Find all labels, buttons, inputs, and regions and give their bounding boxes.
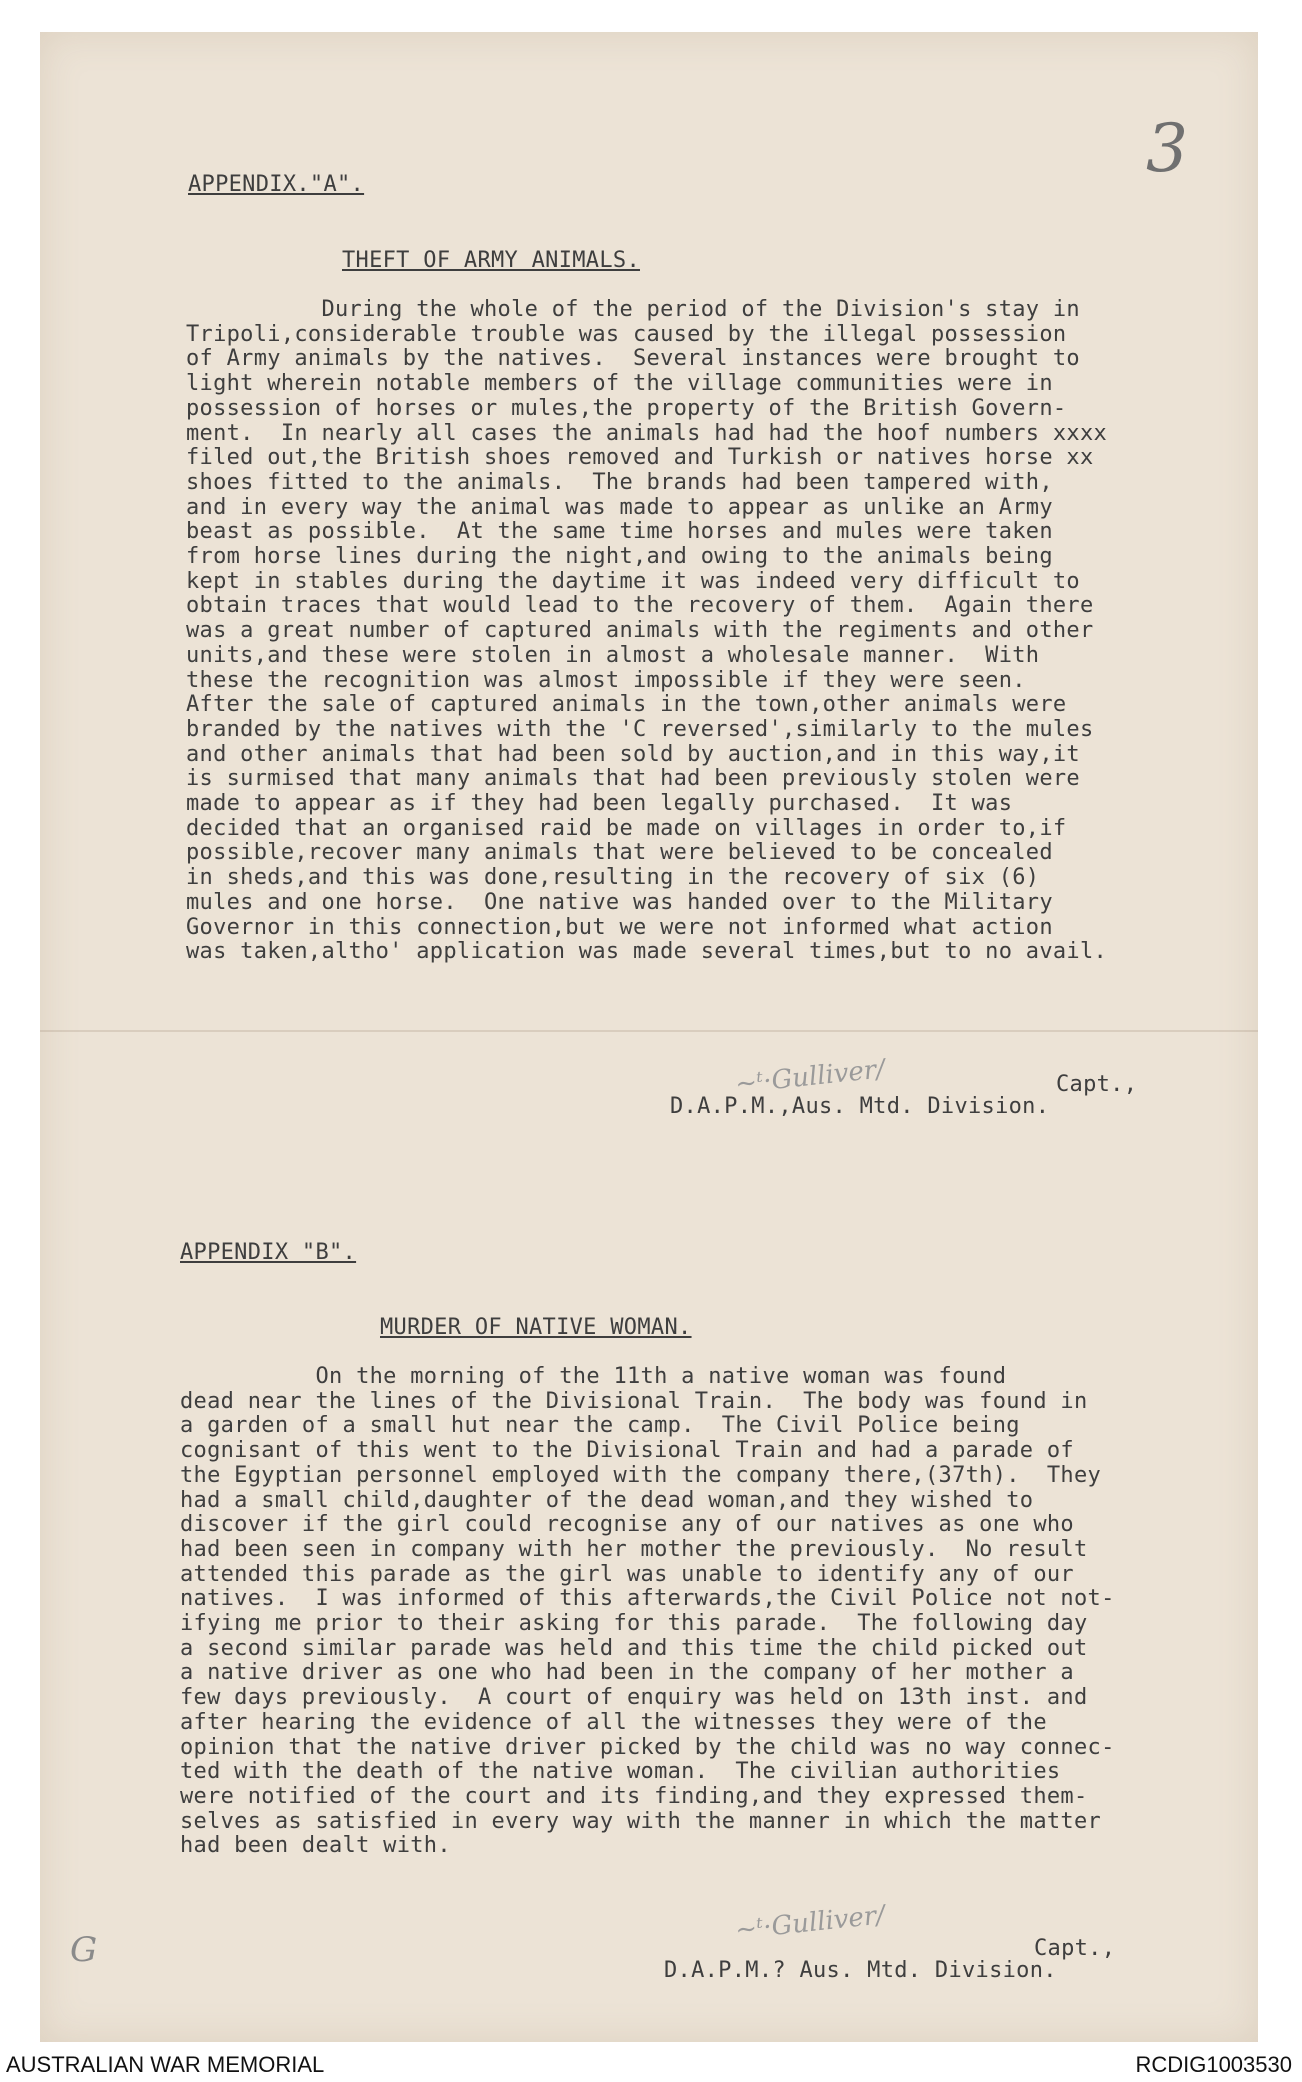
text-line: Tripoli,considerable trouble was caused by the illegal possession xyxy=(186,321,1067,347)
handwritten-page-number: 3 xyxy=(1146,110,1188,187)
signature-a-handwritten: ~ᵗ·Gulliver/ xyxy=(733,1054,887,1100)
text-line: filed out,the British shoes removed and Turkish or natives horse xx xyxy=(186,445,1094,471)
text-line: ment. In nearly all cases the animals had had the hoof numbers xxxx xyxy=(186,420,1108,446)
appendix-b-title: MURDER OF NATIVE WOMAN. xyxy=(380,1315,692,1340)
margin-pencil-mark: G xyxy=(70,1930,98,1970)
text-line: these the recognition was almost impossible if they were seen. xyxy=(186,667,1026,693)
text-line: of Army animals by the natives. Several instances were brought to xyxy=(186,346,1080,372)
appendix-b-body xyxy=(180,1365,1115,1859)
appendix-a-body xyxy=(186,298,1107,965)
text-line: possession of horses or mules,the property of the British Govern- xyxy=(186,395,1067,421)
text-line: the Egyptian personnel employed with the company there,(37th). They xyxy=(180,1462,1102,1488)
text-line: After the sale of captured animals in the town,other animals were xyxy=(186,692,1067,718)
text-line: a garden of a small hut near the camp. The Civil Police being xyxy=(180,1413,1020,1439)
text-line: attended this parade as the girl was unable to identify any of our xyxy=(180,1561,1074,1587)
text-line: natives. I was informed of this afterwards,the Civil Police not not- xyxy=(180,1586,1115,1612)
text-line: On the morning of the 11th a native woman was found xyxy=(180,1364,1007,1389)
appendix-a-signature-unit: D.A.P.M.,Aus. Mtd. Division. xyxy=(670,1094,1050,1119)
footer-record-id: RCDIG1003530 xyxy=(1135,2052,1292,2077)
text-line: was a great number of captured animals with the regiments and other xyxy=(186,618,1094,644)
text-line: shoes fitted to the animals. The brands had been tampered with, xyxy=(186,469,1053,495)
text-line: and other animals that had been sold by auction,and in this way,it xyxy=(186,741,1080,767)
text-line: obtain traces that would lead to the recovery of them. Again there xyxy=(186,593,1094,619)
text-line: and in every way the animal was made to appear as unlike an Army xyxy=(186,494,1053,520)
text-line: dead near the lines of the Divisional Train. The body was found in xyxy=(180,1388,1088,1414)
text-line: a second similar parade was held and this time the child picked out xyxy=(180,1635,1088,1661)
appendix-a-title: THEFT OF ARMY ANIMALS. xyxy=(342,248,640,273)
text-line: discover if the girl could recognise any of our natives as one who xyxy=(180,1512,1074,1538)
text-line: was taken,altho' application was made several times,but to no avail. xyxy=(186,939,1108,965)
appendix-a-signature-rank: Capt., xyxy=(1056,1072,1138,1097)
signature-b-handwritten: ~ᵗ·Gulliver/ xyxy=(733,1900,887,1946)
text-line: Governor in this connection,but we were not informed what action xyxy=(186,914,1053,940)
text-line: selves as satisfied in every way with the manner in which the matter xyxy=(180,1808,1102,1834)
footer-archive-name: AUSTRALIAN WAR MEMORIAL xyxy=(6,2052,325,2077)
appendix-b-signature-rank: Capt., xyxy=(1034,1936,1116,1961)
text-line: is surmised that many animals that had been previously stolen were xyxy=(186,766,1080,792)
text-line: units,and these were stolen in almost a wholesale manner. With xyxy=(186,642,1040,668)
text-line: from horse lines during the night,and owing to the animals being xyxy=(186,544,1053,570)
text-line: kept in stables during the daytime it was indeed very difficult to xyxy=(186,568,1080,594)
text-line: mules and one horse. One native was handed over to the Military xyxy=(186,889,1053,915)
text-line: During the whole of the period of the Division's stay in xyxy=(186,297,1080,322)
text-line: cognisant of this went to the Divisional Train and had a parade of xyxy=(180,1438,1074,1464)
text-line: few days previously. A court of enquiry was held on 13th inst. and xyxy=(180,1685,1088,1711)
fold-line xyxy=(40,1030,1258,1032)
text-line: light wherein notable members of the village communities were in xyxy=(186,371,1053,397)
appendix-b-heading: APPENDIX "B". xyxy=(180,1240,357,1265)
appendix-a-heading: APPENDIX."A". xyxy=(188,172,365,197)
text-line: were notified of the court and its finding,and they expressed them- xyxy=(180,1783,1088,1809)
text-line: after hearing the evidence of all the witnesses they were of the xyxy=(180,1709,1047,1735)
text-line: decided that an organised raid be made on villages in order to,if xyxy=(186,815,1067,841)
text-line: opinion that the native driver picked by the child was no way connec- xyxy=(180,1734,1115,1760)
text-line: a native driver as one who had been in the company of her mother a xyxy=(180,1660,1074,1686)
text-line: branded by the natives with the 'C reversed',similarly to the mules xyxy=(186,716,1094,742)
appendix-b-signature-unit: D.A.P.M.? Aus. Mtd. Division. xyxy=(664,1958,1057,1983)
text-line: had been seen in company with her mother the previously. No result xyxy=(180,1536,1088,1562)
text-line: made to appear as if they had been legally purchased. It was xyxy=(186,791,1013,817)
text-line: had been dealt with. xyxy=(180,1833,451,1859)
text-line: had a small child,daughter of the dead woman,and they wished to xyxy=(180,1487,1034,1513)
text-line: possible,recover many animals that were believed to be concealed xyxy=(186,840,1053,866)
text-line: in sheds,and this was done,resulting in the recovery of six (6) xyxy=(186,865,1040,891)
text-line: ifying me prior to their asking for this parade. The following day xyxy=(180,1611,1088,1637)
text-line: ted with the death of the native woman. The civilian authorities xyxy=(180,1759,1061,1785)
text-line: beast as possible. At the same time horses and mules were taken xyxy=(186,519,1053,545)
